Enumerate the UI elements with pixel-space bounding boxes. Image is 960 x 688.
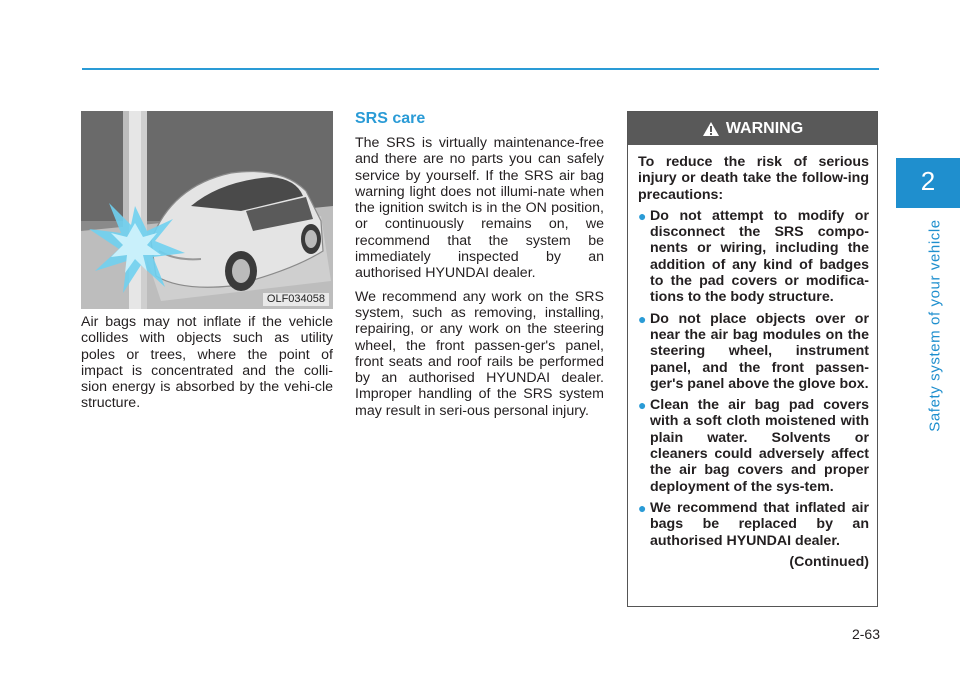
figure-code: OLF034058 bbox=[263, 293, 329, 306]
bullet-icon: ● bbox=[638, 397, 647, 414]
car-collision-illustration bbox=[81, 111, 333, 309]
warning-item-text: Clean the air bag pad covers with a soft cloth moistened with plain water. Solvents or cleaners could adversely affect the air bag covers and proper deployment of the sys-tem. bbox=[650, 397, 869, 495]
section-heading: SRS care bbox=[355, 110, 426, 127]
continued-label: (Continued) bbox=[789, 553, 869, 570]
srs-care-section bbox=[355, 109, 604, 426]
warning-item-text: Do not attempt to modify or disconnect the SRS compo-nents or wiring, including the addition of any kind of badges to the pad covers or modifica-tions to the body structure. bbox=[650, 207, 869, 306]
chapter-number: 2 bbox=[920, 166, 936, 196]
car-pole-drawing bbox=[81, 111, 333, 309]
chapter-title-label: Safety system of your vehicle bbox=[926, 219, 944, 432]
chapter-title bbox=[925, 212, 945, 442]
bullet-icon: ● bbox=[638, 499, 647, 516]
warning-item bbox=[638, 311, 869, 392]
warning-title: WARNING bbox=[725, 119, 804, 137]
warning-triangle-icon bbox=[702, 121, 720, 137]
warning-item bbox=[638, 500, 869, 549]
bullet-icon: ● bbox=[638, 310, 647, 327]
warning-item-text: Do not place objects over or near the air bag modules on the steering wheel, instrument panel, and the front passen-ger's panel above the glove box. bbox=[650, 310, 869, 392]
warning-body bbox=[628, 145, 877, 570]
chapter-tab bbox=[896, 158, 960, 208]
page-number: 2-63 bbox=[851, 626, 880, 642]
paragraph-2: We recommend any work on the SRS system, such as removing, installing, repairing, or any work on the steering wheel, the front passen-ger's panel, front seats and roof rails be performed by an authorised HYUNDAI dealer. Improper handling of the SRS system may result in seri-ous personal injury. bbox=[355, 288, 604, 419]
warning-header bbox=[628, 112, 877, 145]
warning-list bbox=[638, 208, 869, 549]
warning-intro: To reduce the risk of serious injury or death take the follow-ing precautions: bbox=[638, 154, 869, 203]
warning-item-text: We recommend that inflated air bags be replaced by an authorised HYUNDAI dealer. bbox=[650, 499, 869, 549]
bullet-icon: ● bbox=[638, 207, 647, 224]
top-rule bbox=[82, 68, 879, 70]
warning-item bbox=[638, 397, 869, 495]
warning-box bbox=[627, 111, 878, 607]
figure-caption: Air bags may not inflate if the vehicle collides with objects such as utility poles or trees, where the point of impact is concentrated and the colli-sion energy is absorbed by the vehi-cle structure. bbox=[81, 314, 333, 412]
paragraph-1: The SRS is virtually maintenance-free and there are no parts you can safely service by yourself. If the SRS air bag warning light does not illumi-nate when the ignition switch is in the ON position, or continuously remains on, we recommend that the system be immediately inspected by an authorised HYUNDAI dealer. bbox=[355, 135, 604, 282]
warning-item bbox=[638, 208, 869, 306]
